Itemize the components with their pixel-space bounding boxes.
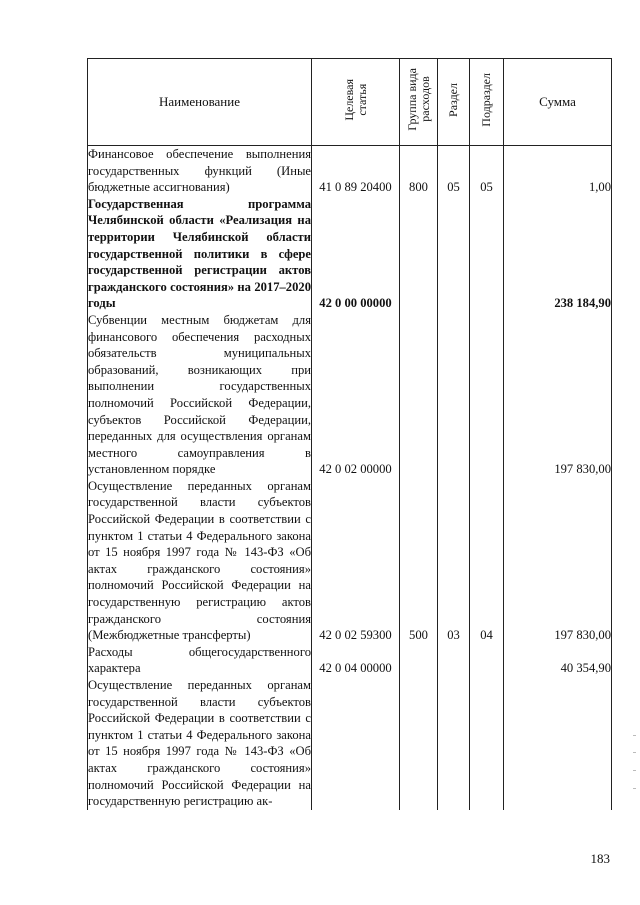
row-target-article: 42 0 00 00000 — [312, 196, 400, 312]
row-name: Расходы общегосударственного характера — [88, 644, 311, 676]
table-row — [88, 146, 612, 196]
table-row — [88, 312, 612, 478]
scan-edge-mark — [633, 788, 636, 789]
row-amount: 238 184,90 — [504, 196, 612, 312]
table-row — [88, 677, 612, 810]
row-name: Финансовое обеспечение выполнения государственных функций (Иные бюджетные ассигнования) — [88, 147, 311, 195]
row-subsection: 04 — [470, 478, 504, 644]
row-section — [438, 677, 470, 810]
header-expense-group-cell — [400, 59, 438, 146]
table-header-row — [88, 59, 612, 146]
row-subsection — [470, 677, 504, 810]
row-subsection — [470, 196, 504, 312]
header-subsection-cell — [470, 59, 504, 146]
row-target-article: 42 0 02 00000 — [312, 312, 400, 478]
header-expense-group: Группа вида расходов — [404, 68, 432, 132]
header-name: Наименование — [88, 59, 312, 146]
row-expense-group — [400, 677, 438, 810]
row-amount: 1,00 — [504, 146, 612, 196]
row-name: Осуществление переданных органам государственной власти субъектов Российской Федерации в соответствии с пунктом 1 статьи 4 Федерального закона от 15 ноября 1997 года № 143-ФЗ «Об актах гражданского состояния» полномочий Российской Федерации на государственную регистрацию актов гражданского состояния (Межбюджетные трансферты) — [88, 478, 311, 643]
row-section — [438, 312, 470, 478]
row-expense-group — [400, 644, 438, 677]
row-amount: 197 830,00 — [504, 312, 612, 478]
header-section: Раздел — [446, 82, 460, 117]
scan-edge-mark — [633, 735, 636, 736]
header-target-article-cell — [312, 59, 400, 146]
table-row — [88, 478, 612, 644]
header-amount: Сумма — [504, 59, 612, 146]
page-number: 183 — [590, 851, 610, 866]
row-section — [438, 196, 470, 312]
header-section-cell — [438, 59, 470, 146]
row-amount — [504, 677, 612, 810]
row-expense-group — [400, 312, 438, 478]
budget-table — [87, 58, 612, 810]
table-row — [88, 196, 612, 312]
row-subsection — [470, 312, 504, 478]
row-subsection — [470, 644, 504, 677]
row-subsection: 05 — [470, 146, 504, 196]
table-row — [88, 644, 612, 677]
scan-edge-mark — [633, 752, 636, 753]
row-amount: 40 354,90 — [504, 644, 612, 677]
row-name: Государственная программа Челябинской области «Реализация на территории Челябинской области государственной политики в сфере государственной регистрации актов гражданского состояния» на 2017–2020 годы — [88, 196, 311, 311]
header-target-article: Целевая статья — [341, 78, 369, 121]
row-target-article — [312, 677, 400, 810]
row-expense-group — [400, 196, 438, 312]
row-target-article: 41 0 89 20400 — [312, 146, 400, 196]
row-section: 03 — [438, 478, 470, 644]
row-expense-group: 800 — [400, 146, 438, 196]
row-section — [438, 644, 470, 677]
scan-edge-mark — [633, 770, 636, 771]
row-name: Субвенции местным бюджетам для финансового обеспечения расходных обязательств муниципальных образований, возникающих при выполнении государственных полномочий Российской Федерации, субъектов Российской Федерации, переданных для осуществления органам местного самоуправления в установленном порядке — [88, 312, 311, 477]
row-amount: 197 830,00 — [504, 478, 612, 644]
row-name: Осуществление переданных органам государственной власти субъектов Российской Федерации в соответствии с пунктом 1 статьи 4 Федерального закона от 15 ноября 1997 года № 143-ФЗ «Об актах гражданского состояния» полномочий Российской Федерации на государственную регистрацию ак- — [88, 678, 311, 809]
row-section: 05 — [438, 146, 470, 196]
row-target-article: 42 0 04 00000 — [312, 644, 400, 677]
row-expense-group: 500 — [400, 478, 438, 644]
row-target-article: 42 0 02 59300 — [312, 478, 400, 644]
header-subsection: Подраздел — [479, 72, 493, 127]
